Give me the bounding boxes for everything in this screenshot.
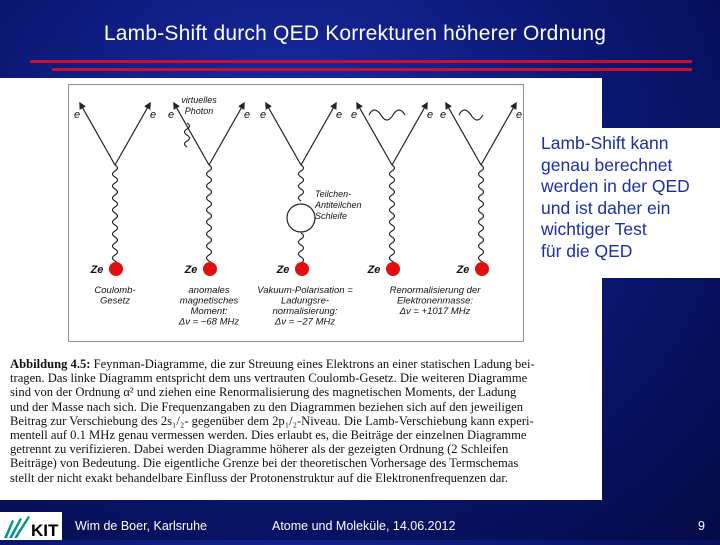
diagram-caption: Elektronenmasse: [396,295,474,307]
electron-label: e [167,109,175,121]
electron-label: e [243,109,251,121]
caption-line: Beitrag zur Verschiebung des 2s₁/₂- gegenüber dem 2p₁/₂-Niveau. Die Lamb-Verschiebung kann experi- [10,413,534,428]
figure-caption [10,357,600,485]
caption-line: Beiträge) von Bedeutung. Die eigentliche Grenze bei der theoretischen Vorhersage des Termschemas [10,456,519,471]
diagram-caption: anomales [188,285,230,296]
electron-label: e [350,109,358,121]
electron-label: e [439,109,447,121]
electron-line [481,105,515,165]
electron-line [301,105,335,165]
diagram-caption: Vakuum-Polarisation = [257,285,353,296]
nucleus-label: Ze [456,264,470,276]
electron-line [209,105,243,165]
kit-logo-text: KIT [31,521,59,540]
electron-line [115,105,149,165]
nucleus-label: Ze [184,264,198,276]
kit-logo [0,512,62,540]
virtual-photon-label: virtuelles [181,95,217,105]
side-note-line: für die QED [541,240,633,261]
title-rule-top [30,60,692,63]
side-note [541,133,720,262]
self-energy-loop [369,110,405,120]
nucleus-dot [475,262,489,276]
diagram-caption: magnetisches [179,295,239,307]
nucleus-dot [203,262,217,276]
feynman-diagrams [68,84,524,342]
self-energy-loop [459,110,483,120]
nucleus-dot [295,262,309,276]
caption-label: Abbildung 4.5: [10,357,91,371]
footer-author: Wim de Boer, Karlsruhe [75,519,207,533]
nucleus-label: Ze [367,264,381,276]
diagram-caption: Gesetz [99,295,131,307]
loop-label: Antiteilchen [315,200,362,210]
electron-label: e [73,109,81,121]
caption-line: mentell auf 0.1 MHz genau vermessen werden. Dies erlaubt es, die Beiträge der einzelnen Diagramme [10,428,527,443]
nucleus-label: Ze [276,264,290,276]
diagram-caption: normalisierung: [272,306,338,317]
photon-propagator [113,165,118,267]
diagram-caption: Δν = +1017 MHz [399,306,471,317]
side-note-line: wichtiger Test [541,219,647,239]
electron-label: e [515,109,523,121]
nucleus-label: Ze [90,264,104,276]
loop-label: Teilchen- [315,189,352,199]
electron-line [267,105,301,165]
caption-line: getrennt zu verifizieren. Dabei werden Diagramme höherer als der gezeigten Ordnung (2 Schleifen [10,442,509,457]
virtual-photon-label: Photon [184,106,214,116]
nucleus-dot [386,262,400,276]
photon-propagator [299,165,304,201]
side-note-line: und ist daher ein [541,197,671,218]
electron-label: e [335,109,343,121]
electron-label: e [149,109,157,121]
slide-title: Lamb-Shift durch QED Korrekturen höherer Ordnung [103,22,607,45]
electron-line [447,105,481,165]
title-rule-bottom [52,68,692,71]
nucleus-dot [109,262,123,276]
side-note-line: Lamb-Shift kann [541,133,669,153]
electron-line [81,105,115,165]
caption-line: stellt der nicht exakt behandelbare Einfluss der Protonenstruktur auf die Elektronenfrequenzen dar. [10,470,508,485]
electron-label: e [426,109,434,121]
diagram-caption: Renormalisierung der [389,285,481,296]
diagram-caption: Moment: [190,306,228,317]
footer-course: Atome und Moleküle, 14.06.2012 [272,519,456,533]
photon-propagator [207,165,212,267]
photon-propagator [479,165,484,267]
diagram-caption: Ladungsre- [280,295,330,307]
electron-line [358,105,392,165]
diagram-caption: Δν = −68 MHz [178,316,240,328]
photon-propagator [390,165,395,267]
loop-label: Schleife [315,211,348,221]
caption-line: sind von der Ordnung α² und ziehen eine Renormalisierung des magnetischen Moments, der Ladung [10,385,517,400]
electron-label: e [259,109,267,121]
side-note-line: werden in der QED [541,176,690,196]
side-note-line: genau berechnet [541,154,673,175]
electron-line [392,105,426,165]
page-number: 9 [698,519,705,533]
caption-line: tragen. Das linke Diagramm entspricht dem uns vertrauten Coulomb-Gesetz. Die weiteren Diagramme [10,371,528,386]
caption-line: Feynman-Diagramme, die zur Streuung eines Elektrons an einer statischen Ladung bei- [90,357,535,371]
caption-line: und der Masse nach sich. Die Frequenzangaben zu den Diagrammen beziehen sich auf den jeweiligen [10,399,523,414]
diagram-caption: Δν = −27 MHz [274,316,336,328]
diagram-caption: Coulomb- [94,285,136,296]
fermion-loop [287,204,315,232]
